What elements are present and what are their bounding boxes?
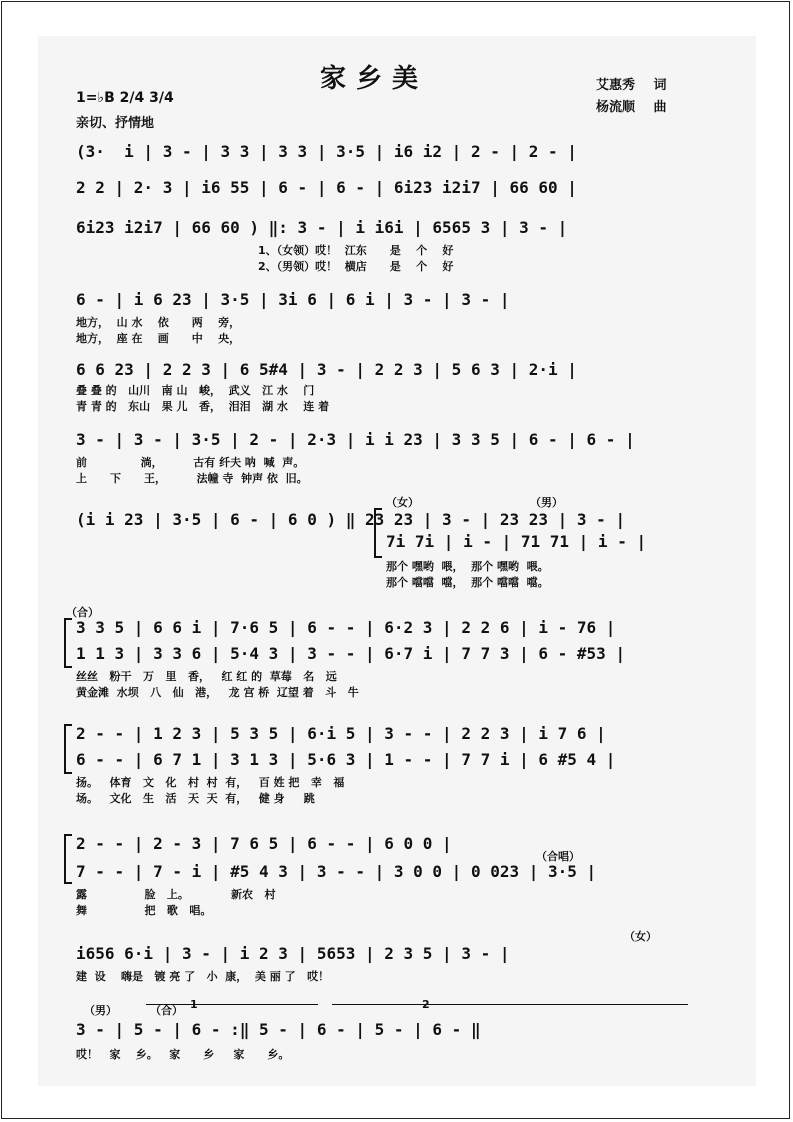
notation-line: 2 - - | 2 - 3 | 7 6 5 | 6 - - | 6 0 0 | (76, 834, 452, 853)
part-brace (374, 508, 382, 558)
lyric-line: 前 淌， 古有 纤夫 呐 喊 声。 (76, 456, 305, 469)
notation-line: 6 - | i 6 23 | 3·5 | 3i 6 | 6 i | 3 - | 3 - | (76, 290, 510, 309)
lyric-line: 黄金滩 水坝 八 仙 港， 龙 宫 桥 辽望 着 斗 牛 (76, 686, 359, 699)
lyric-line: 上 下 王， 法幢 寺 钟声 依 旧。 (76, 472, 308, 485)
notation-line: 6i23 i2i7 | 66 60 ) ‖: 3 - | i i6i | 6565 3 | 3 - | (76, 218, 568, 237)
notation-line: 6 6 23 | 2 2 3 | 6 5#4 | 3 - | 2 2 3 | 5 6 3 | 2·i | (76, 360, 577, 379)
lyric-line: 地方， 座 在 画 中 央， (76, 332, 241, 345)
section-chorus-sing: （合唱） (536, 850, 580, 863)
part-brace (64, 618, 72, 668)
part-brace (64, 724, 72, 774)
volta-bracket (332, 1004, 688, 1005)
section-male-2: （男） (84, 1004, 117, 1017)
lyric-line: 叠 叠 的 山川 南 山 峻， 武义 江 水 门 (76, 384, 315, 397)
lyric-line: 地方， 山 水 依 两 旁， (76, 316, 241, 329)
notation-line: 3 - | 5 - | 6 - :‖ 5 - | 6 - | 5 - | 6 - ‖ (76, 1020, 481, 1039)
lyric-line: 场。 文化 生 活 天 天 有， 健 身 跳 (76, 792, 315, 805)
volta-ending-1: 1 (190, 998, 198, 1011)
notation-line: 2 - - | 1 2 3 | 5 3 5 | 6·i 5 | 3 - - | 2 2 3 | i 7 6 | (76, 724, 606, 743)
section-female-2: （女） (624, 930, 657, 943)
lyric-line: 露 脸 上。 新农 村 (76, 888, 276, 901)
key-signature: 1=♭B 2/4 3/4 (76, 90, 174, 106)
notation-line: 2 2 | 2· 3 | i6 55 | 6 - | 6 - | 6i23 i2i7 | 66 60 | (76, 178, 577, 197)
lyric-line: 1、（女领）哎！ 江东 是 个 好 (258, 244, 454, 257)
lyric-line: 2、（男领）哎！ 横店 是 个 好 (258, 260, 454, 273)
volta-ending-2: 2 (422, 998, 430, 1011)
lyric-line: 青 青 的 东山 果 儿 香， 泪泪 湖 水 连 着 (76, 400, 330, 413)
section-chorus-2: （合） (150, 1004, 183, 1017)
lyric-line: 丝丝 粉干 万 里 香， 红 红 的 草莓 名 远 (76, 670, 337, 683)
part-brace (64, 834, 72, 884)
notation-line: 6 - - | 6 7 1 | 3 1 3 | 5·6 3 | 1 - - | 7 7 i | 6 #5 4 | (76, 750, 616, 769)
notation-line: 7i 7i | i - | 71 71 | i - | (386, 532, 647, 551)
notation-line: 1 1 3 | 3 3 6 | 5·4 3 | 3 - - | 6·7 i | 7 7 3 | 6 - #53 | (76, 644, 626, 663)
notation-line: 3 3 5 | 6 6 i | 7·6 5 | 6 - - | 6·2 3 | 2 2 6 | i - 76 | (76, 618, 616, 637)
notation-line: 3 - | 3 - | 3·5 | 2 - | 2·3 | i i 23 | 3 3 5 | 6 - | 6 - | (76, 430, 635, 449)
song-title: 家乡美 (320, 64, 429, 94)
notation-line: 7 - - | 7 - i | #5 4 3 | 3 - - | 3 0 0 | 0 023 | 3·5 | (76, 862, 597, 881)
volta-bracket (146, 1004, 318, 1005)
section-male: （男） (530, 496, 563, 509)
notation-line: i656 6·i | 3 - | i 2 3 | 5653 | 2 3 5 | 3 - | (76, 944, 510, 963)
tempo-marking: 亲切、抒情地 (76, 116, 155, 131)
lyric-line: 那个 嘿哟 喂， 那个 嘿哟 喂。 (386, 560, 549, 573)
section-female: （女） (386, 496, 419, 509)
lyricist-credit: 艾惠秀 词 (596, 78, 667, 93)
lyric-line: 舞 把 歌 唱。 (76, 904, 212, 917)
lyric-line: 扬。 体育 文 化 村 村 有， 百 姓 把 幸 福 (76, 776, 345, 789)
lyric-line: 那个 噹噹 噹， 那个 噹噹 噹。 (386, 576, 549, 589)
notation-line: (3· i | 3 - | 3 3 | 3 3 | 3·5 | i6 i2 | 2 - | 2 - | (76, 142, 577, 161)
composer-credit: 杨流顺 曲 (596, 100, 667, 115)
lyric-line: 建 设 嗨是 镀 亮 了 小 康， 美 丽 了 哎！ (76, 970, 330, 983)
section-chorus: （合） (66, 606, 99, 619)
notation-line: (i i 23 | 3·5 | 6 - | 6 0 ) ‖ 23 23 | 3 - | 23 23 | 3 - | (76, 510, 626, 529)
lyric-line: 哎！ 家 乡。 家 乡 家 乡。 (76, 1048, 290, 1061)
